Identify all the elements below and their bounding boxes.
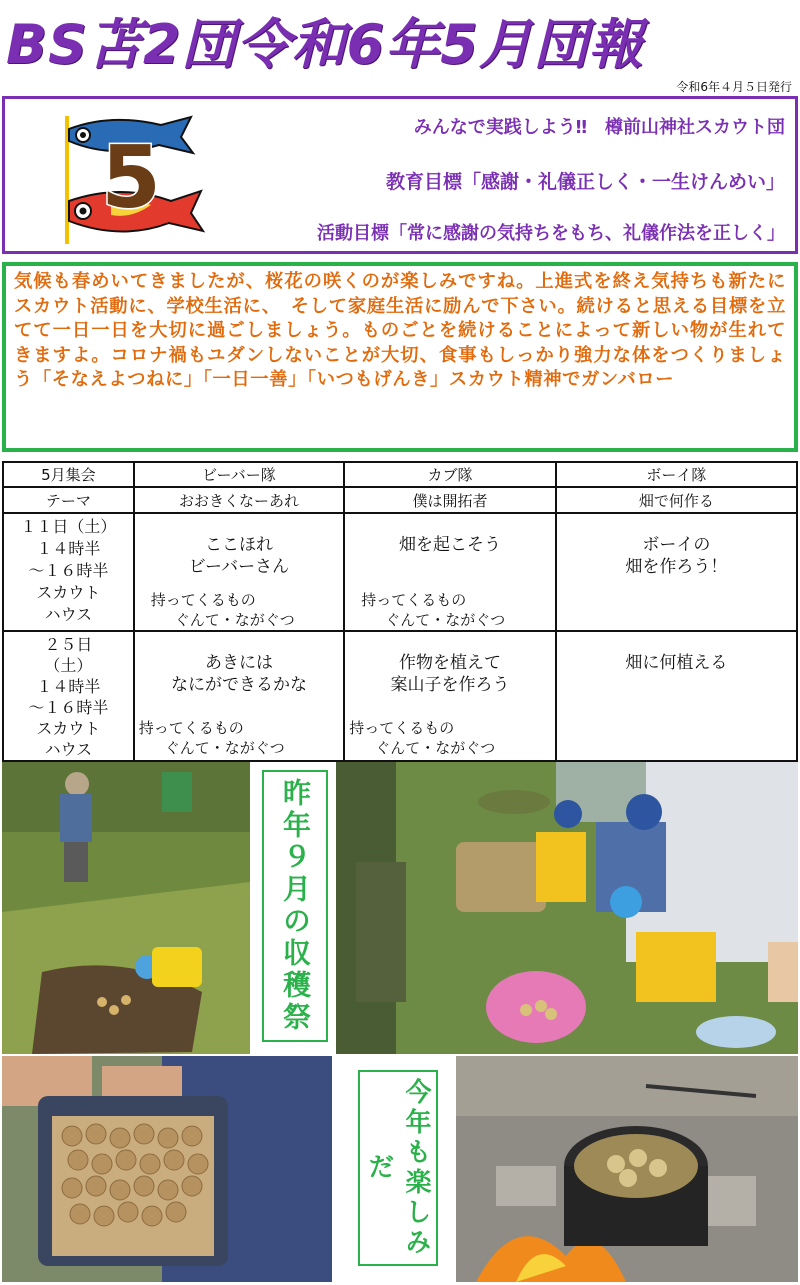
theme-beaver: おおきくなーあれ	[134, 487, 345, 513]
logo-number: 5	[101, 128, 161, 228]
place-line: スカウト	[36, 719, 101, 738]
bring-list: ぐんて・ながぐつ	[164, 739, 285, 757]
bring-label: 持ってくるもの	[150, 591, 256, 609]
schedule-table	[2, 461, 798, 762]
photo-field-digging	[2, 762, 250, 1054]
bring-label: 持ってくるもの	[361, 591, 467, 609]
bring-items	[135, 590, 344, 630]
activity-line: 畑に何植える	[625, 653, 728, 673]
activity-line: 作物を植えて	[398, 653, 501, 673]
bring-label: 持ってくるもの	[138, 719, 244, 737]
harvest-caption	[262, 770, 328, 1042]
table-row	[3, 513, 797, 631]
header-cub: カブ隊	[344, 462, 556, 487]
activity-line: なにができるかな	[170, 675, 307, 695]
photo-cooking-pot	[456, 1056, 798, 1282]
harvest-caption-text: 昨年９月の収穫祭	[279, 778, 312, 1034]
header-box	[2, 96, 798, 254]
date-cell	[3, 631, 134, 761]
bring-items	[135, 718, 344, 758]
activity-line: 畑を作ろう！	[625, 557, 728, 577]
place-line: ハウス	[44, 605, 93, 624]
date-cell	[3, 513, 134, 631]
theme-row	[3, 487, 797, 513]
bring-label: 持ってくるもの	[349, 719, 455, 737]
education-goal: 教育目標「感謝・礼儀正しく・一生けんめい」	[385, 171, 785, 193]
place-line: スカウト	[36, 583, 101, 602]
date-line: ２５日	[44, 635, 93, 654]
bring-list: ぐんて・ながぐつ	[385, 611, 506, 629]
date-line: １１日（土）	[20, 517, 117, 536]
time-line: ～１６時半	[28, 698, 109, 717]
table-row	[3, 631, 797, 761]
header-boy: ボーイ隊	[556, 462, 797, 487]
time-line: １４時半	[36, 677, 101, 696]
message-box	[2, 262, 798, 452]
bring-items	[345, 718, 555, 758]
activity-line: ビーバーさん	[188, 557, 290, 577]
header-meeting: 5月集会	[3, 462, 134, 487]
table-header-row	[3, 462, 797, 487]
leader-message: 気候も春めいてきましたが、桜花の咲くのが楽しみですね。上進式を終え気持ちも新たにスカウト活動に、学校生活に、 そして家庭生活に励んで下さい。続けると思える目標を立てて一日一日を大切に過ごしましょう。ものごとを続けることによって新しい物が生れてきますよ。コロナ禍もユダンしないことが大切、食事もしっかり強力な体をつくりましょう「そなえよつねに」「一日一善」「いつもげんき」スカウト精神でガンバロー	[14, 271, 786, 390]
header-motto: みんなで実践しよう‼ 樽前山神社スカウト団	[413, 117, 785, 138]
boy-activity	[556, 631, 797, 761]
looking-forward-caption	[358, 1070, 438, 1266]
theme-label: テーマ	[3, 487, 134, 513]
theme-boy: 畑で何作る	[556, 487, 797, 513]
boy-activity	[556, 513, 797, 631]
theme-cub: 僕は開拓者	[344, 487, 556, 513]
activity-line: ここほれ	[204, 535, 273, 555]
photo-scouts-eating	[336, 762, 798, 1054]
cub-activity	[344, 513, 556, 631]
beaver-activity	[134, 631, 345, 761]
bring-items	[345, 590, 555, 630]
activity-line: 案山子を作ろう	[390, 675, 510, 695]
issue-date: 令和6年４月５日発行	[676, 80, 792, 94]
carp-streamer-logo-icon	[51, 111, 211, 246]
time-line: １４時半	[36, 539, 101, 558]
activity-line: ボーイの	[642, 535, 711, 555]
cub-activity	[344, 631, 556, 761]
newsletter-title: BS苫2団令和6年5月団報	[6, 13, 644, 76]
activity-line: あきには	[204, 653, 273, 673]
photo-potato-basket	[2, 1056, 332, 1282]
activity-line: 畑を起こそう	[398, 535, 501, 555]
place-line: ハウス	[44, 740, 93, 759]
date-line: （土）	[44, 656, 93, 675]
activity-goal: 活動目標「常に感謝の気持ちをもち、礼儀作法を正しく」	[317, 223, 785, 244]
bring-list: ぐんて・ながぐつ	[375, 739, 496, 757]
bring-list: ぐんて・ながぐつ	[174, 611, 295, 629]
beaver-activity	[134, 513, 345, 631]
looking-forward-caption-text: 今年も楽しみだ	[364, 1078, 431, 1258]
header-beaver: ビーバー隊	[134, 462, 345, 487]
time-line: ～１６時半	[28, 561, 109, 580]
